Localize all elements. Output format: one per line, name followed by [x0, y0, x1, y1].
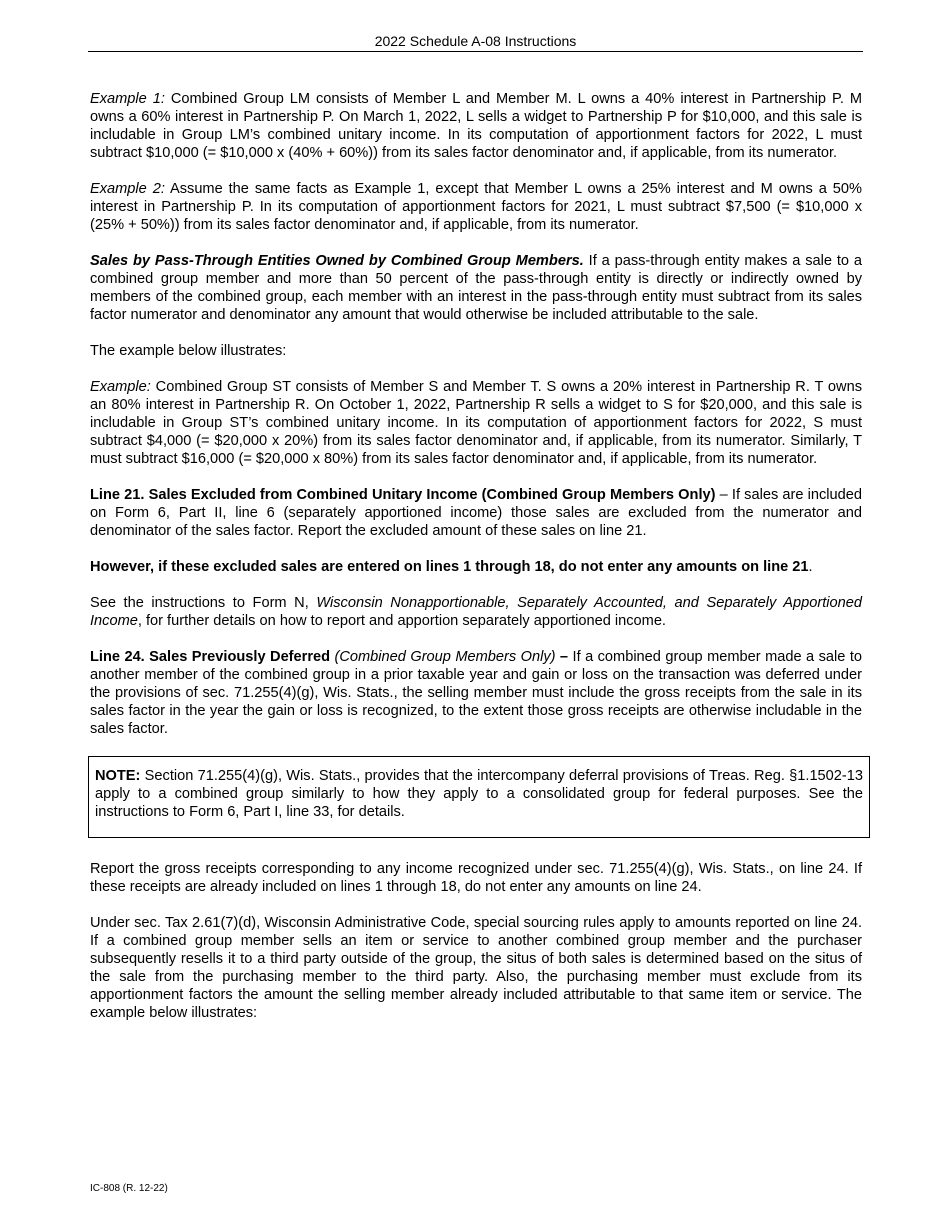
- example-2-paragraph: [90, 180, 862, 234]
- example-3-paragraph: [90, 378, 862, 468]
- line-24-dash: –: [555, 649, 569, 665]
- note-box: [88, 756, 870, 838]
- see-form-n-paragraph: [90, 594, 862, 630]
- line-24-text: If a combined group member made a sale to another member of the combined group in a prior taxable year and gain or loss on the transaction was deferred under the provisions of sec. 71.255(4)(g), Wis. Stats., the selling member must include the gross receipts from the sale in its sales factor in the year the gain or loss is recognized, to the extent those gross receipts are otherwise includable in the sales factor.: [90, 649, 863, 737]
- pass-through-paragraph: [90, 252, 862, 324]
- see-form-n-post: , for further details on how to report and apportion separately apportioned income.: [137, 613, 666, 629]
- see-form-n-pre: See the instructions to Form N,: [90, 595, 317, 611]
- line-21-text: – If sales are included on Form 6, Part II, line 6 (separately apportioned income) those sales are excluded from the numerator and denominator of the sales factor. Report the excluded amount of these sales on line 21.: [90, 487, 862, 539]
- however-paragraph: [90, 558, 862, 576]
- under-sec-text: Under sec. Tax 2.61(7)(d), Wisconsin Administrative Code, special sourcing rules apply to amounts reported on line 24. If a combined group member sells an item or service to another combined group member and the purchaser subsequently resells it to a third party outside of the group, the situs of both sales is determined based on the situs of the sale from the purchasing member to the third party. Also, the purchasing member must exclude from its apportionment factors the amount the selling member already included attributable to that same item or service. The example below illustrates:: [90, 915, 862, 1021]
- line-24-heading: Line 24. Sales Previously Deferred: [90, 649, 331, 665]
- illustrates-text: The example below illustrates:: [90, 343, 287, 359]
- example-1-text: Combined Group LM consists of Member L and Member M. L owns a 40% interest in Partnership P. M owns a 60% interest in Partnership P. On March 1, 2022, L sells a widget to Partnership P for $10,000, and this sale is includable in Group LM’s combined unitary income. In its computation of apportionment factors for 2022, L must subtract $10,000 (= $10,000 x (40% + 60%)) from its sales factor denominator and, if applicable, from its numerator.: [90, 91, 862, 161]
- page-title: 2022 Schedule A-08 Instructions: [374, 33, 577, 49]
- illustrates-paragraph: [90, 342, 862, 360]
- see-form-n-title: Wisconsin Nonapportionable, Separately Accounted, and Separately Apportioned Income: [90, 595, 862, 629]
- pass-through-heading: Sales by Pass-Through Entities Owned by Combined Group Members.: [90, 253, 584, 269]
- however-bold-text: However, if these excluded sales are entered on lines 1 through 18, do not enter any amounts on line 21: [90, 559, 809, 575]
- line-24-paragraph: [90, 648, 862, 738]
- example-2-text: Assume the same facts as Example 1, except that Member L owns a 25% interest and M owns a 50% interest in Partnership P. In its computation of apportionment factors for 2021, L must subtract $7,500 (= $10,000 x (25% + 50%)) from its sales factor denominator and, if applicable, from its numerator.: [90, 181, 862, 233]
- report-paragraph: [90, 860, 862, 896]
- example-1-label: Example 1:: [90, 91, 165, 107]
- line-24-qualifier: (Combined Group Members Only): [330, 649, 556, 665]
- example-3-label: Example:: [90, 379, 151, 395]
- note-label: NOTE:: [95, 768, 141, 784]
- note-text: Section 71.255(4)(g), Wis. Stats., provides that the intercompany deferral provisions of Treas. Reg. §1.1502-13 apply to a combined group similarly to how they apply to a consolidated group for federal purposes. See the instructions to Form 6, Part I, line 33, for details.: [95, 768, 863, 820]
- document-body: [90, 90, 862, 1040]
- pass-through-text: If a pass-through entity makes a sale to a combined group member and more than 50 percent of the pass-through entity is directly or indirectly owned by members of the combined group, each member with an interest in the pass-through entity must subtract from its sales factor numerator and denominator any amount that would otherwise be included attributable to the sale.: [90, 253, 862, 323]
- under-sec-paragraph: [90, 914, 862, 1022]
- line-21-heading: Line 21. Sales Excluded from Combined Unitary Income (Combined Group Members Only): [90, 487, 716, 503]
- however-tail: .: [808, 559, 813, 575]
- example-1-paragraph: [90, 90, 862, 162]
- example-3-text: Combined Group ST consists of Member S and Member T. S owns a 20% interest in Partnership R. T owns an 80% interest in Partnership R. On October 1, 2022, Partnership R sells a widget to S for $20,000, and this sale is includable in Group ST’s combined unitary income. In its computation of apportionment factors for 2022, S must subtract $4,000 (= $20,000 x 20%) from its sales factor denominator and, if applicable, from its numerator. Similarly, T must subtract $16,000 (= $20,000 x 80%) from its sales factor denominator and, if applicable, from its numerator.: [90, 379, 862, 467]
- line-21-paragraph: [90, 486, 862, 540]
- page-footer: [90, 1183, 168, 1195]
- note-paragraph: [95, 767, 863, 821]
- page-header: [88, 33, 863, 52]
- example-2-label: Example 2:: [90, 181, 165, 197]
- form-id: IC-808 (R. 12-22): [90, 1183, 168, 1194]
- report-text: Report the gross receipts corresponding to any income recognized under sec. 71.255(4)(g), Wis. Stats., on line 24. If these receipts are already included on lines 1 through 18, do not enter any amounts on line 24.: [90, 861, 862, 895]
